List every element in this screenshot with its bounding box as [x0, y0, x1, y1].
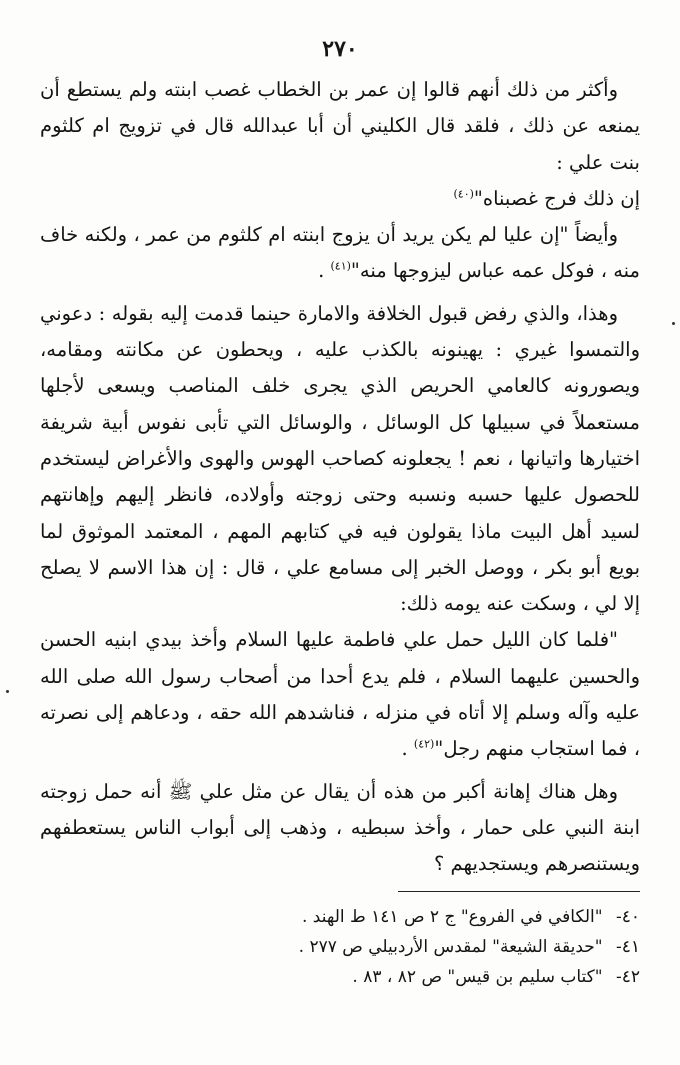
- scan-speck: [6, 690, 9, 693]
- paragraph-tail: .: [401, 737, 414, 761]
- footnotes: [40, 902, 640, 992]
- footnote-41: [40, 932, 640, 962]
- footnote-ref-41[interactable]: (٤١): [330, 259, 351, 273]
- paragraph-1: [40, 72, 640, 181]
- paragraph-text: وأكثر من ذلك أنهم قالوا إن عمر بن الخطاب غصب ابنته ولم يستطع أن يمنعه عن ذلك ، فلقد قال الكليني أن أبا عبدالله قال في تزويج ام كلثوم بنت علي :: [40, 78, 640, 174]
- footnote-text: "كتاب سليم بن قيس" ص ٨٢ ، ٨٣ .: [352, 967, 603, 987]
- paragraph-6: [40, 774, 640, 883]
- footnote-number: ٤١-: [615, 937, 640, 957]
- paragraph-4: [40, 296, 640, 623]
- paragraph-text: وهل هناك إهانة أكبر من هذه أن يقال عن مثل علي ﷺ أنه حمل زوجته ابنة النبي على حمار ، وأخذ سبطيه ، وذهب إلى أبواب الناس يستعطفهم ويستنصرهم ويستجديهم ؟: [40, 779, 640, 876]
- paragraph-5: [40, 622, 640, 767]
- page-number: ٢٧٠: [322, 36, 358, 62]
- footnote-number: ٤٠-: [615, 907, 640, 927]
- paragraph-2: [40, 181, 640, 217]
- paragraph-tail: .: [318, 259, 331, 283]
- footnote-divider: [398, 891, 640, 892]
- footnote-ref-42[interactable]: (٤٢): [413, 737, 435, 751]
- footnote-40: [40, 902, 640, 932]
- body-text: [40, 72, 640, 883]
- footnote-number: ٤٢-: [615, 967, 640, 987]
- footnote-42: [40, 962, 640, 992]
- paragraph-text: وأيضاً "إن عليا لم يكن يريد أن يزوج ابنته ام كلثوم من عمر ، ولكنه خاف منه ، فوكل عمه عباس ليزوجها منه": [40, 223, 640, 283]
- quote-text: إن ذلك فرج غصبناه": [473, 186, 640, 210]
- footnote-text: "الكافي في الفروع" ج ٢ ص ١٤١ ط الهند .: [302, 907, 603, 927]
- scan-speck: [672, 322, 675, 325]
- footnote-ref-40[interactable]: (٤٠): [453, 187, 474, 201]
- footnote-text: "حديقة الشيعة" لمقدس الأردبيلي ص ٢٧٧ .: [298, 937, 603, 957]
- quote-text: "فلما كان الليل حمل علي فاطمة عليها السلام وأخذ بيدي ابنيه الحسن والحسين عليهما السلام ، فلم يدع أحدا من أصحاب رسول الله صلى الله عليه وآله وسلم إلا أتاه في منزله ، فناشدهم الله حقه ، ودعاهم إلى نصرته ، فما استجاب منهم رجل": [40, 628, 640, 761]
- paragraph-3: [40, 217, 640, 290]
- paragraph-text: وهذا، والذي رفض قبول الخلافة والامارة حينما قدمت إليه بقوله : دعوني والتمسوا غيري : يهينونه بالكذب عليه ، ويحطون عن مكانته ومقامه، ويصورونه كالعامي الحريص الذي يجرى خلف المناصب ويسعى لأجلها مستعملاً في سبيلها كل الوسائل ، والوسائل التي تأبى نفوس أبية شريفة اختيارها واتيانها ، نعم ! يجعلونه كصاحب الهوس والهوى والأغراض ليستخدم للحصول عليها حسبه ونسبه وحتى زوجته وأولاده، فانظر إليهم وإهانتهم لسيد أهل البيت ماذا يقولون فيه في كتابهم المهم ، المعتمد الموثوق لما بويع أبو بكر ، ووصل الخبر إلى مسامع علي ، قال : إن هذا الاسم لا يصلح إلا لي ، وسكت عنه يومه ذلك:: [40, 301, 640, 616]
